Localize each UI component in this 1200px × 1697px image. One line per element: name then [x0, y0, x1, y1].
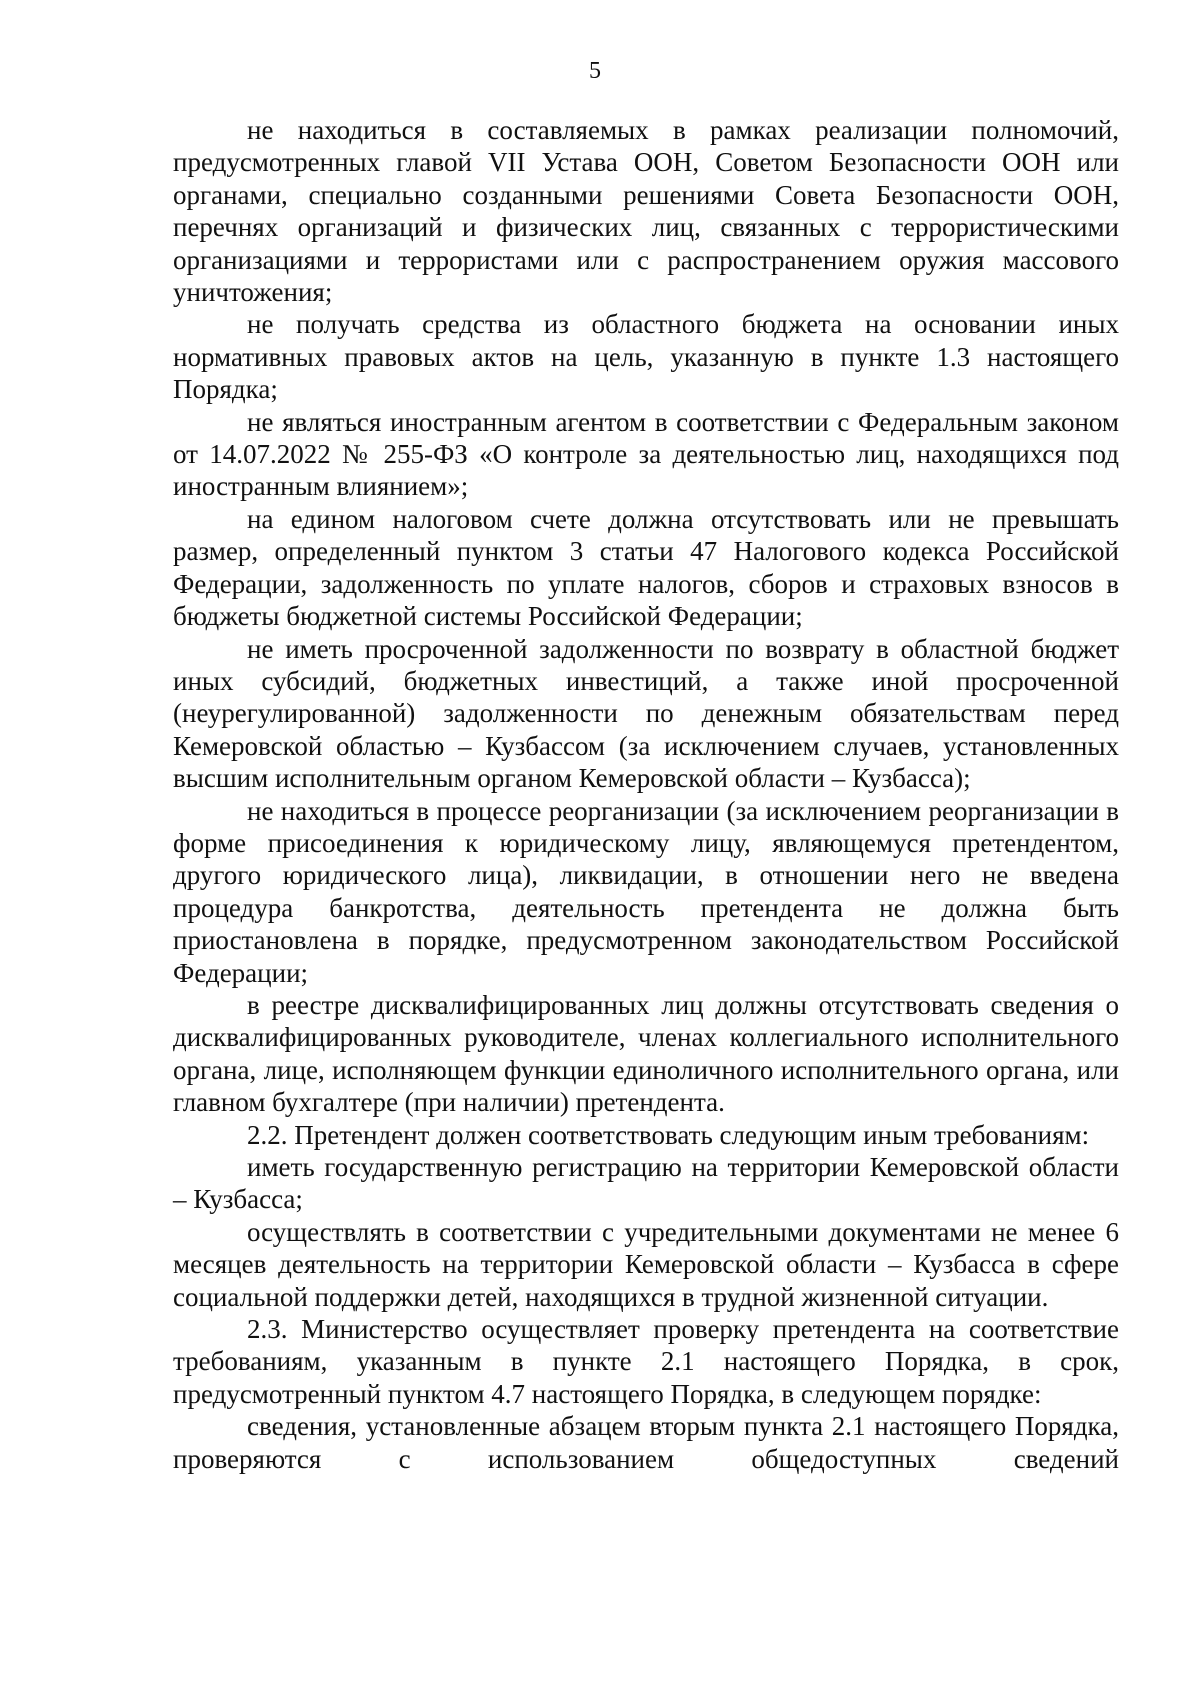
paragraph-terrorist-lists: не находиться в составляемых в рамках реализации полномочий, предусмотренных главой VII Устава ООН, Советом Безопасности ООН или органами, специально созданными решениями Совета Безопасности ООН, перечнях организаций и физических лиц, связанных с террористическими организациями и террористами или с распространением оружия массового уничтожения;: [173, 115, 1119, 308]
paragraph-registration: иметь государственную регистрацию на территории Кемеровской области – Кузбасса;: [173, 1152, 1119, 1215]
page-number: 5: [589, 58, 601, 84]
paragraph-2-2: 2.2. Претендент должен соответствовать следующим иным требованиям:: [247, 1119, 1090, 1150]
paragraph-overdue-debt: не иметь просроченной задолженности по возврату в областной бюджет иных субсидий, бюджетных инвестиций, а также иной просроченной (неурегулированной) задолженности по денежным обязательствам перед Кемеровской областью – Кузбассом (за исключением случаев, установленных высшим исполнительным органом Кемеровской области – Кузбасса);: [173, 633, 1119, 794]
paragraph-verification: сведения, установленные абзацем вторым пункта 2.1 настоящего Порядка, проверяются с использованием общедоступных сведений: [173, 1411, 1119, 1474]
paragraph-foreign-agent: не являться иностранным агентом в соответствии с Федеральным законом от 14.07.2022 № 255-ФЗ «О контроле за деятельностью лиц, находящихся под иностранным влиянием»;: [173, 406, 1119, 502]
paragraph-2-3: 2.3. Министерство осуществляет проверку претендента на соответствие требованиям, указанным в пункте 2.1 настоящего Порядка, в срок, предусмотренный пунктом 4.7 настоящего Порядка, в следующем порядке:: [173, 1314, 1119, 1409]
paragraph-no-other-funds: не получать средства из областного бюджета на основании иных нормативных правовых актов на цель, указанную в пункте 1.3 настоящего Порядка;: [173, 309, 1119, 405]
paragraph-disqualified-persons: в реестре дисквалифицированных лиц должны отсутствовать сведения о дисквалифицированных руководителе, членах коллегиального исполнительного органа, лице, исполняющем функции единоличного исполнительного органа, или главном бухгалтере (при наличии) претендента.: [173, 989, 1119, 1118]
paragraph-activity: осуществлять в соответствии с учредительными документами не менее 6 месяцев деятельность на территории Кемеровской области – Кузбасса в сфере социальной поддержки детей, находящихся в трудной жизненной ситуации.: [173, 1216, 1119, 1312]
paragraph-reorganization: не находиться в процессе реорганизации (за исключением реорганизации в форме присоединения к юридическому лицу, являющемуся претендентом, другого юридического лица), ликвидации, в отношении него не введена процедура банкротства, деятельность претендента не должна быть приостановлена в порядке, предусмотренном законодательством Российской Федерации;: [173, 795, 1119, 988]
paragraph-tax-account: на едином налоговом счете должна отсутствовать или не превышать размер, определенный пунктом 3 статьи 47 Налогового кодекса Российской Федерации, задолженность по уплате налогов, сборов и страховых взносов в бюджеты бюджетной системы Российской Федерации;: [173, 503, 1119, 632]
document-body: [173, 114, 1119, 1475]
